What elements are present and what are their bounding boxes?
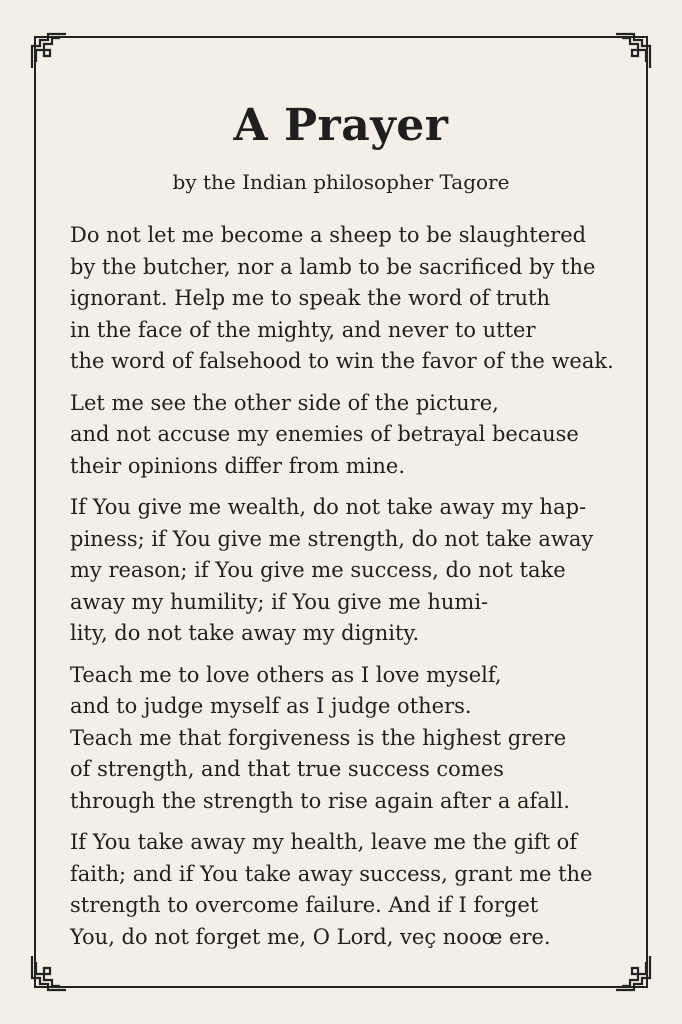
verse-line: strength to overcome failure. And if I forget <box>70 893 539 917</box>
verse-line: the word of falsehood to win the favor of the weak. <box>70 349 614 373</box>
verse-line: in the face of the mighty, and never to utter <box>70 317 536 342</box>
verse-line: my reason; if You give me success, do not take <box>70 558 566 582</box>
verse-line: ignorant. Help me to speak the word of truth <box>70 286 551 310</box>
verse-line: Teach me that forgiveness is the highest grere <box>70 725 567 750</box>
stanza <box>70 660 640 818</box>
verse-line: and not accuse my enemies of betrayal because <box>70 422 579 446</box>
verse-line: You, do not forget me, O Lord, veç nooœ ere. <box>70 924 551 949</box>
verse-line: of strength, and that true success comes <box>70 757 504 781</box>
verse-line: faith; and if You take away success, grant me the <box>70 861 593 886</box>
corner-ornament-icon <box>30 32 68 70</box>
verse-line: If You give me wealth, do not take away my hap- <box>70 495 587 519</box>
stanza <box>70 388 640 483</box>
verse-line: through the strength to rise again after a afall. <box>70 788 570 813</box>
page-subtitle: by the Indian philosopher Tagore <box>172 170 510 194</box>
stanza <box>70 827 640 953</box>
stanza <box>70 220 640 378</box>
verse-line: by the butcher, nor a lamb to be sacrificed by the <box>70 254 596 279</box>
corner-ornament-icon <box>30 954 68 992</box>
verse-line: If You take away my health, leave me the gift of <box>70 830 578 854</box>
verse-line: lity, do not take away my dignity. <box>70 621 420 645</box>
corner-ornament-icon <box>614 32 652 70</box>
stanza <box>70 492 640 650</box>
prayer-body <box>70 220 640 963</box>
verse-line: Teach me to love others as I love myself, <box>70 662 502 687</box>
verse-line: Let me see the other side of the picture, <box>70 390 499 415</box>
verse-line: away my humility; if You give me humi- <box>70 589 489 614</box>
verse-line: their opinions differ from mine. <box>70 453 406 478</box>
page-title: A Prayer <box>233 100 449 151</box>
verse-line: piness; if You give me strength, do not take away <box>70 526 594 551</box>
verse-line: and to judge myself as I judge others. <box>70 694 472 718</box>
verse-line: Do not let me become a sheep to be slaughtered <box>70 223 587 247</box>
